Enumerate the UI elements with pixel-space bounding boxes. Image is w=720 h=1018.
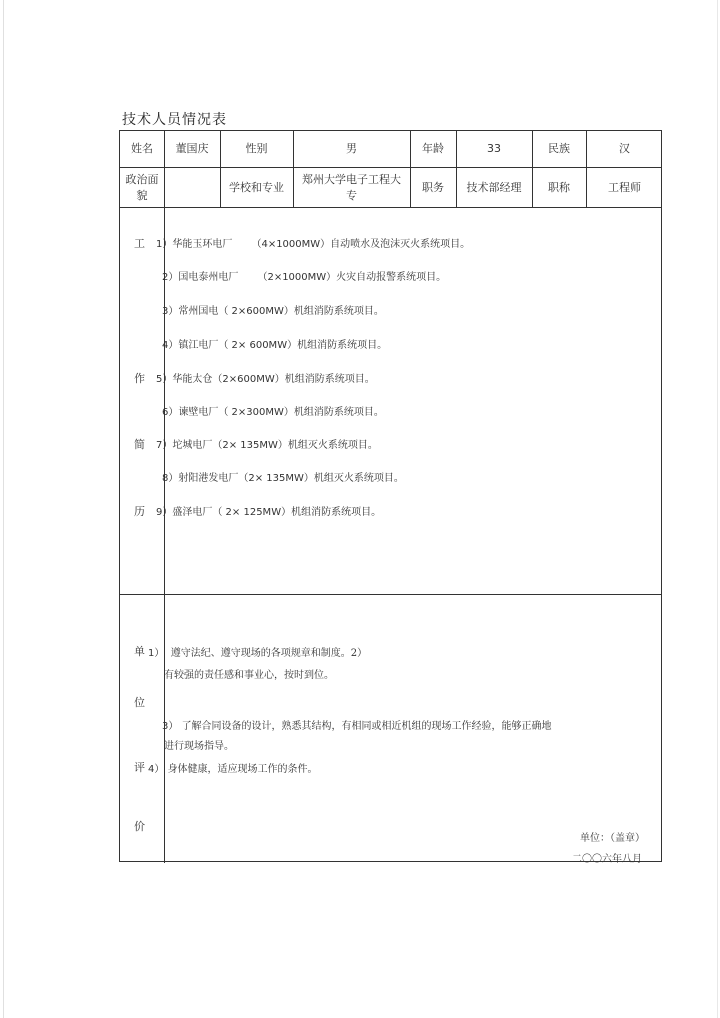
work-history-item: 9）盛泽电厂（ 2× 125MW）机组消防系统项目。 bbox=[156, 507, 382, 518]
school-value: 郑州大学电子工程大专 bbox=[302, 172, 401, 202]
document-title: 技术人员情况表 bbox=[122, 112, 227, 128]
work-history-label-char: 作 bbox=[134, 372, 145, 385]
evaluation-line: 4） 身体健康，适应现场工作的条件。 bbox=[148, 764, 318, 775]
evaluation-line: 有较强的责任感和事业心，按时到位。 bbox=[164, 670, 334, 681]
ethnicity-label: 民族 bbox=[548, 142, 570, 155]
evaluation-label-char: 价 bbox=[134, 820, 145, 833]
title-label: 职称 bbox=[548, 180, 570, 194]
gender-value: 男 bbox=[346, 142, 357, 155]
work-history-item: 2）国电泰州电厂 （2×1000MW）火灾自动报警系统项目。 bbox=[162, 272, 447, 283]
school-label: 学校和专业 bbox=[229, 180, 284, 194]
age-label: 年龄 bbox=[422, 142, 444, 155]
title-value: 工程师 bbox=[608, 180, 641, 194]
row-divider-3 bbox=[120, 594, 661, 595]
work-history-item: 4）镇江电厂（ 2× 600MW）机组消防系统项目。 bbox=[162, 340, 388, 351]
page-right-edge bbox=[717, 0, 718, 1018]
politics-label: 政治面貌 bbox=[125, 172, 159, 202]
work-history-item: 3）常州国电（ 2×600MW）机组消防系统项目。 bbox=[162, 306, 384, 317]
evaluation-line: 1） 遵守法纪、遵守现场的各项规章和制度。2） bbox=[148, 648, 368, 659]
work-history-label-char: 历 bbox=[134, 505, 145, 518]
signature-date: 二〇〇六年八月 bbox=[572, 854, 642, 865]
age-value: 33 bbox=[487, 142, 501, 155]
name-label: 姓名 bbox=[131, 142, 153, 155]
evaluation-label-char: 评 bbox=[134, 761, 145, 774]
name-value: 董国庆 bbox=[175, 142, 209, 155]
politics-value bbox=[164, 168, 220, 207]
work-history-label-char: 工 bbox=[134, 237, 145, 250]
page-left-edge bbox=[3, 0, 4, 1018]
personnel-table bbox=[119, 130, 662, 865]
work-history-item: 6）谏壁电厂（ 2×300MW）机组消防系统项目。 bbox=[162, 407, 384, 418]
gender-label: 性别 bbox=[245, 142, 268, 155]
ethnicity-value: 汉 bbox=[619, 142, 630, 155]
work-history-label-char: 简 bbox=[134, 438, 145, 451]
work-history-item: 7）坨城电厂（2× 135MW）机组灭火系统项目。 bbox=[156, 440, 378, 451]
evaluation-label-char: 位 bbox=[134, 696, 145, 709]
position-value: 技术部经理 bbox=[466, 180, 522, 194]
evaluation-line: 3） 了解合同设备的设计，熟悉其结构，有相同或相近机组的现场工作经验，能够正确地 bbox=[162, 721, 552, 732]
evaluation-label-char: 单 bbox=[134, 645, 145, 658]
work-history-item: 5）华能太仓（2×600MW）机组消防系统项目。 bbox=[156, 374, 375, 385]
position-label: 职务 bbox=[422, 180, 444, 194]
unit-stamp: 单位：（盖章） bbox=[580, 833, 645, 844]
evaluation-line: 进行现场指导。 bbox=[164, 741, 234, 752]
row-divider-2 bbox=[120, 207, 661, 208]
work-history-item: 8）射阳港发电厂（2× 135MW）机组灭火系统项目。 bbox=[162, 473, 404, 484]
work-history-item: 1）华能玉环电厂 （4×1000MW）自动喷水及泡沫灭火系统项目。 bbox=[156, 239, 471, 250]
